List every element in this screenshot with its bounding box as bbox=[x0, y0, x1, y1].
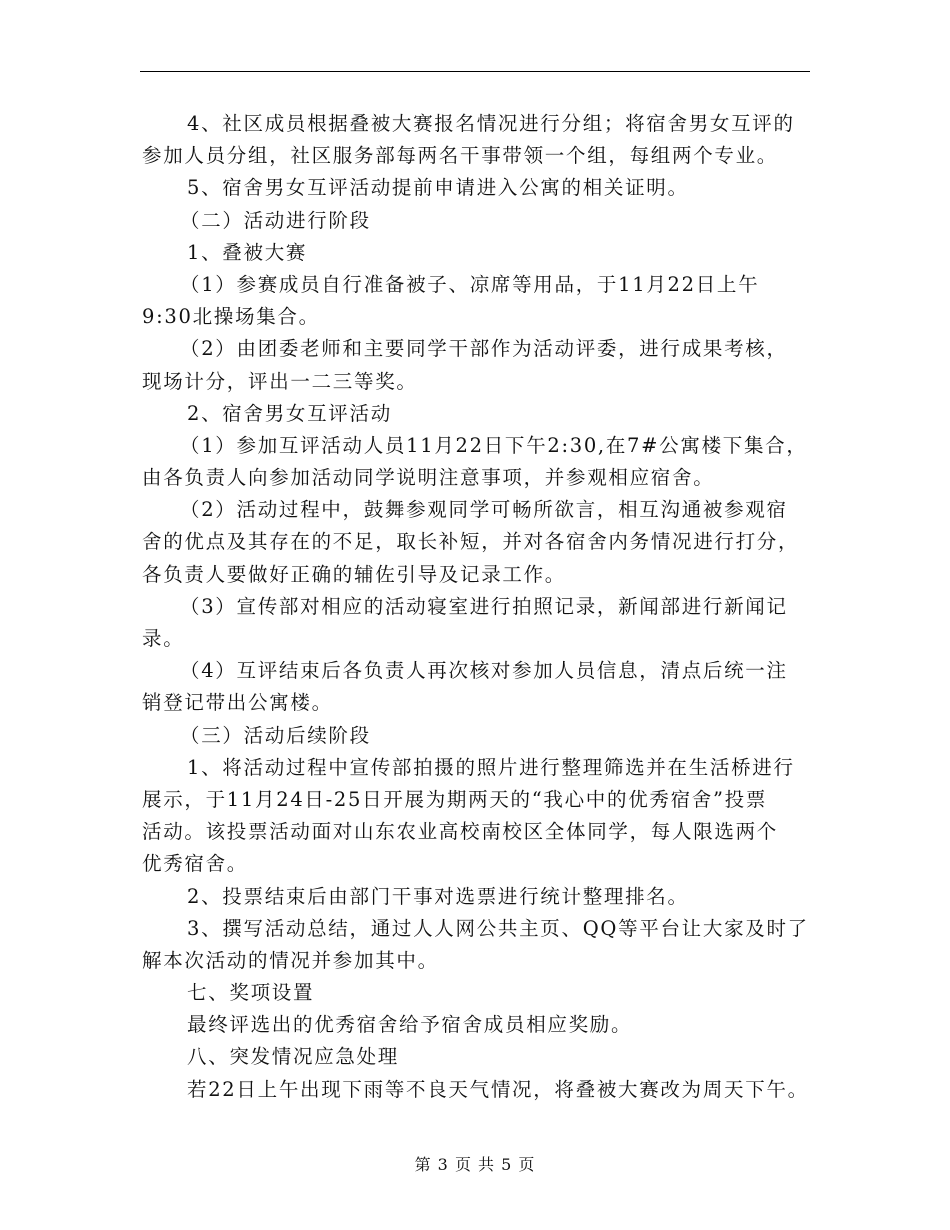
page-footer: 第 3 页 共 5 页 bbox=[414, 1155, 536, 1174]
document-body bbox=[142, 108, 814, 1106]
text-line: 舍的优点及其存在的不足，取长补短，并对各宿舍内务情况进行打分， bbox=[142, 530, 800, 554]
text-line: 1、将活动过程中宣传部拍摄的照片进行整理筛选并在生活桥进行 bbox=[187, 755, 795, 779]
text-line: 参加人员分组，社区服务部每两名干事带领一个组，每组两个专业。 bbox=[142, 144, 779, 168]
text-line: 优秀宿舍。 bbox=[142, 852, 249, 876]
text-line: 5、宿舍男女互评活动提前申请进入公寓的相关证明。 bbox=[187, 176, 689, 200]
text-line: 2、投票结束后由部门干事对选票进行统计整理排名。 bbox=[187, 884, 689, 908]
text-line: 解本次活动的情况并参加其中。 bbox=[142, 948, 439, 972]
text-line: 现场计分，评出一二三等奖。 bbox=[142, 369, 418, 393]
text-line: （2）活动过程中，鼓舞参观同学可畅所欲言，相互沟通被参观宿 bbox=[180, 498, 788, 522]
header-rule bbox=[140, 71, 810, 72]
text-line: 9:30北操场集合。 bbox=[142, 305, 320, 329]
text-line: （3）宣传部对相应的活动寝室进行拍照记录，新闻部进行新闻记 bbox=[180, 594, 788, 618]
text-line: 展示，于11月24日-25日开展为期两天的“我心中的优秀宿舍”投票 bbox=[142, 787, 768, 811]
text-line: 4、社区成员根据叠被大赛报名情况进行分组；将宿舍男女互评的 bbox=[187, 112, 795, 135]
text-line: （二）活动进行阶段 bbox=[180, 208, 371, 232]
text-line: 销登记带出公寓楼。 bbox=[142, 691, 333, 715]
text-line: 3、撰写活动总结，通过人人网公共主页、QQ等平台让大家及时了 bbox=[187, 916, 809, 940]
text-line: （1）参赛成员自行准备被子、凉席等用品，于11月22日上午 bbox=[180, 272, 760, 296]
text-line: （2）由团委老师和主要同学干部作为活动评委，进行成果考核， bbox=[180, 337, 788, 361]
text-line: 最终评选出的优秀宿舍给予宿舍成员相应奖励。 bbox=[187, 1013, 633, 1037]
text-line: （1）参加互评活动人员11月22日下午2:30,在7#公寓楼下集合， bbox=[180, 433, 808, 457]
text-line: 1、叠被大赛 bbox=[187, 240, 308, 264]
text-line: 2、宿舍男女互评活动 bbox=[187, 401, 392, 425]
text-line: （4）互评结束后各负责人再次核对参加人员信息，清点后统一注 bbox=[180, 659, 788, 683]
text-line: （三）活动后续阶段 bbox=[180, 723, 371, 747]
text-line: 各负责人要做好正确的辅佐引导及记录工作。 bbox=[142, 562, 567, 586]
text-line: 活动。该投票活动面对山东农业高校南校区全体同学，每人限选两个 bbox=[142, 820, 779, 844]
text-line: 八、突发情况应急处理 bbox=[187, 1045, 400, 1069]
text-line: 录。 bbox=[142, 627, 185, 650]
text-line: 七、奖项设置 bbox=[187, 981, 315, 1005]
text-line: 由各负责人向参加活动同学说明注意事项，并参观相应宿舍。 bbox=[142, 466, 715, 490]
text-line: 若22日上午出现下雨等不良天气情况，将叠被大赛改为周天下午。 bbox=[187, 1077, 809, 1101]
